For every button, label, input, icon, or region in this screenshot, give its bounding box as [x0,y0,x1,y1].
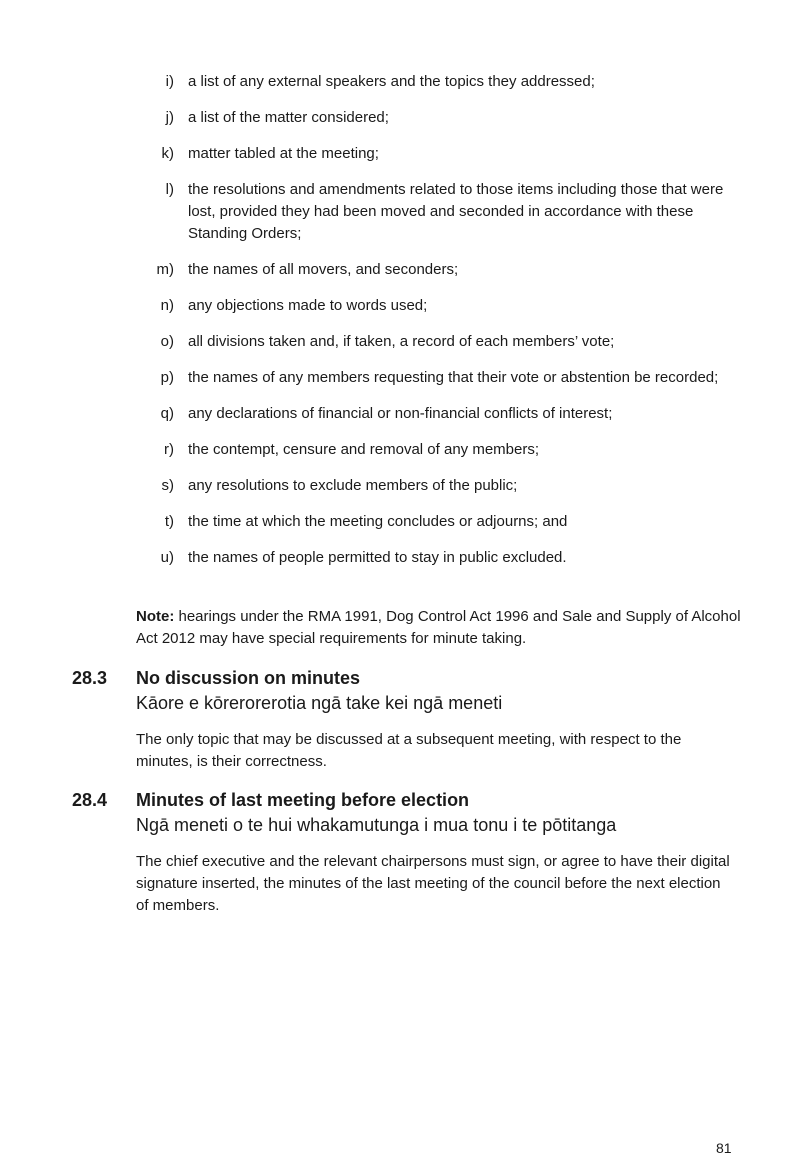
section-title: No discussion on minutes [136,668,361,688]
list-item-text: the names of people permitted to stay in public excluded. [188,549,567,566]
list-item-marker: j) [165,109,174,126]
list-item [136,403,746,425]
list-item [136,475,746,497]
list-item-text: the names of any members requesting that their vote or abstention be recorded; [188,369,719,386]
list-item-marker: m) [156,261,174,278]
minutes-contents-list [136,71,746,583]
list-item-text: any declarations of financial or non-financial conflicts of interest; [188,405,613,422]
list-item-marker: o) [160,333,174,350]
section-subtitle: Kāore e kōrerorerotia ngā take kei ngā meneti [136,693,503,713]
list-item [136,143,746,165]
section-number: 28.3 [72,668,108,688]
note-label: Note: [136,608,175,625]
list-item-marker: u) [160,549,174,566]
list-item-text: all divisions taken and, if taken, a record of each members’ vote; [188,333,615,350]
list-item-text: any objections made to words used; [188,297,428,314]
list-item [136,295,746,317]
list-item [136,547,746,569]
list-item-marker: s) [161,477,174,494]
list-item-text: the names of all movers, and seconders; [188,261,459,278]
list-item-text: a list of any external speakers and the topics they addressed; [188,73,595,90]
list-item-text: the time at which the meeting concludes or adjourns; and [188,513,568,530]
list-item-text: a list of the matter considered; [188,109,389,126]
page-number: 81 [716,1140,732,1156]
list-item-marker: t) [164,513,174,530]
list-item [136,71,746,93]
list-item [136,259,746,281]
list-item-marker: r) [164,441,174,458]
list-item [136,511,746,533]
list-item-marker: l) [165,181,174,198]
list-item-marker: q) [160,405,174,422]
list-item-marker: p) [160,369,174,386]
list-item [136,179,746,245]
list-item-marker: k) [161,145,174,162]
section-number: 28.4 [72,790,108,810]
list-item [136,107,746,129]
list-item-text: the contempt, censure and removal of any members; [188,441,540,458]
list-item-text: matter tabled at the meeting; [188,145,379,162]
list-item [136,367,746,389]
note-paragraph [136,606,746,650]
list-item-text: the resolutions and amendments related to those items including those that were lost, provided they had been moved and seconded in accordance with these Standing Orders; [188,181,724,242]
list-item-marker: i) [165,73,174,90]
section-body: The only topic that may be discussed at a subsequent meeting, with respect to the minutes, is their correctness. [136,731,682,770]
list-item-marker: n) [160,297,174,314]
section-title: Minutes of last meeting before election [136,790,470,810]
list-item-text: any resolutions to exclude members of the public; [188,477,518,494]
note-text: hearings under the RMA 1991, Dog Control Act 1996 and Sale and Supply of Alcohol Act 2012 may have special requirements for minute taking. [136,608,741,647]
list-item [136,439,746,461]
list-item [136,331,746,353]
section-subtitle: Ngā meneti o te hui whakamutunga i mua tonu i te pōtitanga [136,815,617,835]
section-body: The chief executive and the relevant chairpersons must sign, or agree to have their digital signature inserted, the minutes of the last meeting of the council before the next election of members. [136,853,730,914]
